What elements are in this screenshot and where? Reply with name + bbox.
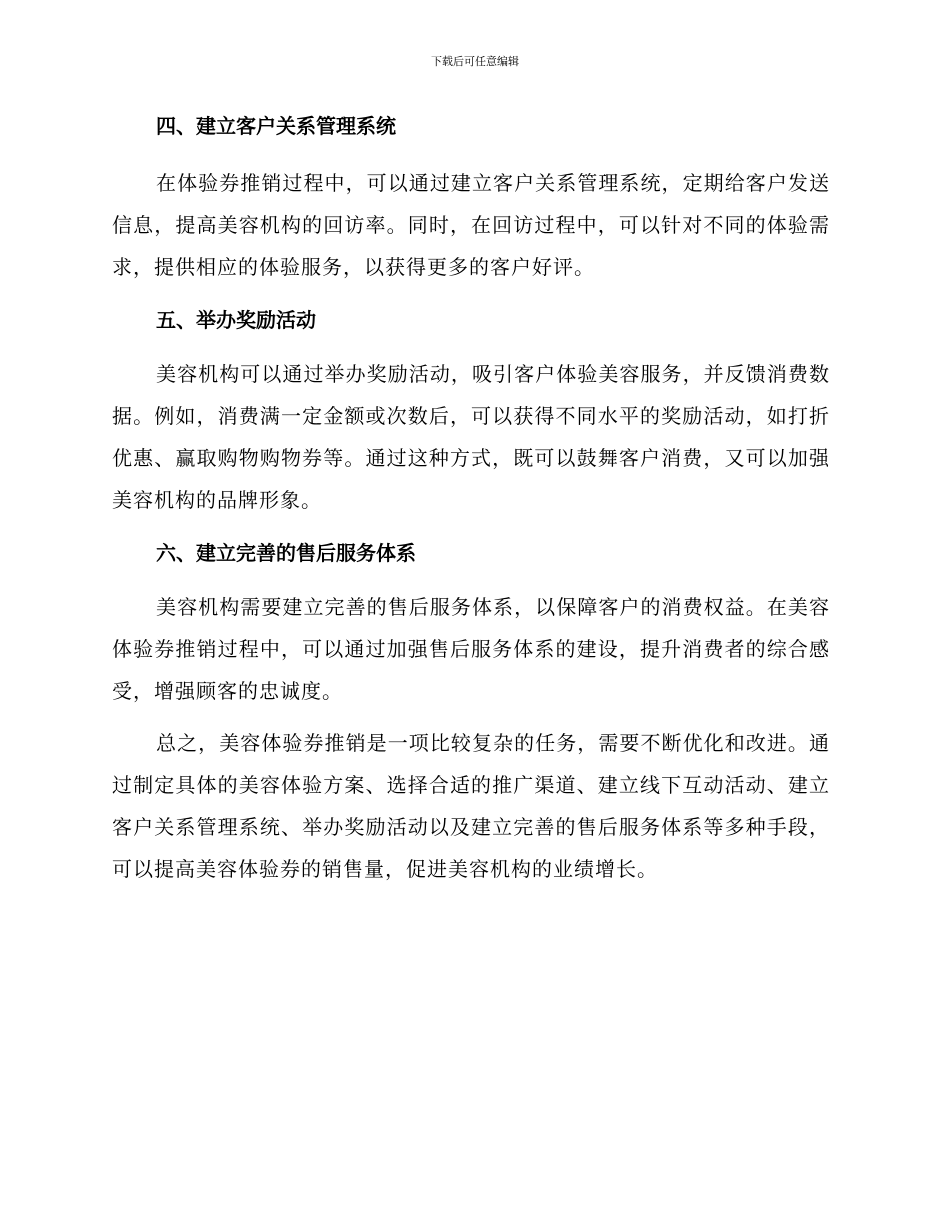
section-heading-after-sales: 六、建立完善的售后服务体系 — [156, 541, 416, 565]
document-body — [112, 104, 830, 890]
section-heading-rewards: 五、举办奖励活动 — [156, 308, 316, 332]
section-heading-crm: 四、建立客户关系管理系统 — [156, 114, 396, 138]
page-header-note: 下载后可任意编辑 — [431, 55, 519, 68]
section-paragraph-after-sales: 美容机构需要建立完善的售后服务体系，以保障客户的消费权益。在美容体验券推销过程中，可以通过加强售后服务体系的建设，提升消费者的综合感受，增强顾客的忠诚度。 — [112, 595, 830, 703]
section-paragraph-rewards: 美容机构可以通过举办奖励活动，吸引客户体验美容服务，并反馈消费数据。例如，消费满一定金额或次数后，可以获得不同水平的奖励活动，如打折优惠、赢取购物购物券等。通过这种方式，既可以鼓舞客户消费，又可以加强美容机构的品牌形象。 — [112, 362, 830, 512]
conclusion-paragraph: 总之，美容体验券推销是一项比较复杂的任务，需要不断优化和改进。通过制定具体的美容体验方案、选择合适的推广渠道、建立线下互动活动、建立客户关系管理系统、举办奖励活动以及建立完善的售后服务体系等多种手段，可以提高美容体验券的销售量，促进美容机构的业绩增长。 — [112, 731, 830, 881]
section-paragraph-crm: 在体验券推销过程中，可以通过建立客户关系管理系统，定期给客户发送信息，提高美容机构的回访率。同时，在回访过程中，可以针对不同的体验需求，提供相应的体验服务，以获得更多的客户好评。 — [112, 171, 830, 279]
